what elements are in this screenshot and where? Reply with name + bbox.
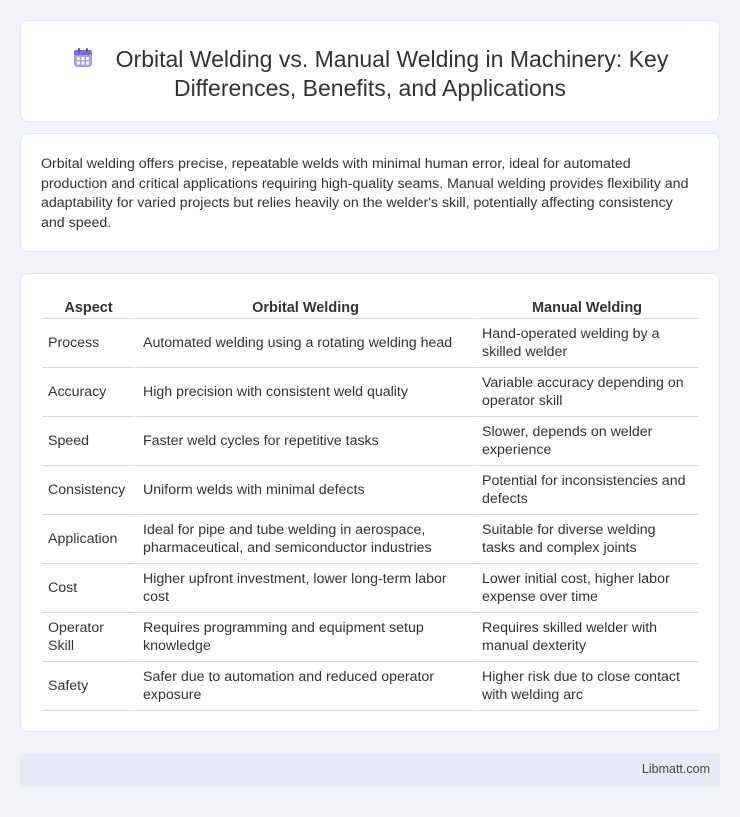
cell-aspect: Speed bbox=[42, 417, 135, 466]
cell-orbital: High precision with consistent weld quality bbox=[135, 368, 474, 417]
cell-orbital: Safer due to automation and reduced operator exposure bbox=[135, 662, 474, 711]
cell-manual: Suitable for diverse welding tasks and complex joints bbox=[474, 515, 698, 564]
table-row bbox=[42, 662, 698, 711]
cell-manual: Lower initial cost, higher labor expense over time bbox=[474, 564, 698, 613]
cell-orbital: Requires programming and equipment setup knowledge bbox=[135, 613, 474, 662]
footer-bar bbox=[20, 753, 720, 786]
title-card bbox=[20, 20, 720, 122]
cell-manual: Slower, depends on welder experience bbox=[474, 417, 698, 466]
cell-manual: Higher risk due to close contact with welding arc bbox=[474, 662, 698, 711]
table-row bbox=[42, 368, 698, 417]
cell-manual: Variable accuracy depending on operator skill bbox=[474, 368, 698, 417]
cell-orbital: Ideal for pipe and tube welding in aerospace, pharmaceutical, and semiconductor industries bbox=[135, 515, 474, 564]
comparison-table bbox=[42, 296, 698, 711]
cell-orbital: Higher upfront investment, lower long-term labor cost bbox=[135, 564, 474, 613]
cell-aspect: Cost bbox=[42, 564, 135, 613]
cell-aspect: Safety bbox=[42, 662, 135, 711]
comparison-table-card bbox=[20, 273, 720, 732]
table-row bbox=[42, 564, 698, 613]
table-row bbox=[42, 417, 698, 466]
cell-aspect: Accuracy bbox=[42, 368, 135, 417]
cell-manual: Requires skilled welder with manual dexterity bbox=[474, 613, 698, 662]
table-header-row bbox=[42, 296, 698, 319]
page-title: Orbital Welding vs. Manual Welding in Machinery: Key Differences, Benefits, and Applications bbox=[115, 46, 669, 101]
table-row bbox=[42, 466, 698, 515]
page-title-block bbox=[21, 45, 719, 103]
cell-aspect: Application bbox=[42, 515, 135, 564]
cell-manual: Potential for inconsistencies and defects bbox=[474, 466, 698, 515]
cell-orbital: Uniform welds with minimal defects bbox=[135, 466, 474, 515]
cell-orbital: Automated welding using a rotating welding head bbox=[135, 319, 474, 368]
header-manual-welding: Manual Welding bbox=[474, 296, 698, 319]
header-orbital-welding: Orbital Welding bbox=[135, 296, 474, 319]
summary-card bbox=[20, 133, 720, 252]
summary-text: Orbital welding offers precise, repeatable welds with minimal human error, ideal for automated production and critical applications requiring high-quality seams. Manual welding provides flexibility and adaptability for varied projects but relies heavily on the welder's skill, potentially affecting consistency and speed. bbox=[41, 156, 689, 231]
footer-brand-link[interactable]: Libmatt.com bbox=[641, 762, 710, 776]
table-row bbox=[42, 613, 698, 662]
table-row bbox=[42, 515, 698, 564]
cell-aspect: Process bbox=[42, 319, 135, 368]
cell-manual: Hand-operated welding by a skilled welder bbox=[474, 319, 698, 368]
cell-orbital: Faster weld cycles for repetitive tasks bbox=[135, 417, 474, 466]
cell-aspect: Consistency bbox=[42, 466, 135, 515]
calendar-icon bbox=[72, 47, 94, 69]
table-row bbox=[42, 319, 698, 368]
header-aspect: Aspect bbox=[42, 296, 135, 319]
cell-aspect: Operator Skill bbox=[42, 613, 135, 662]
